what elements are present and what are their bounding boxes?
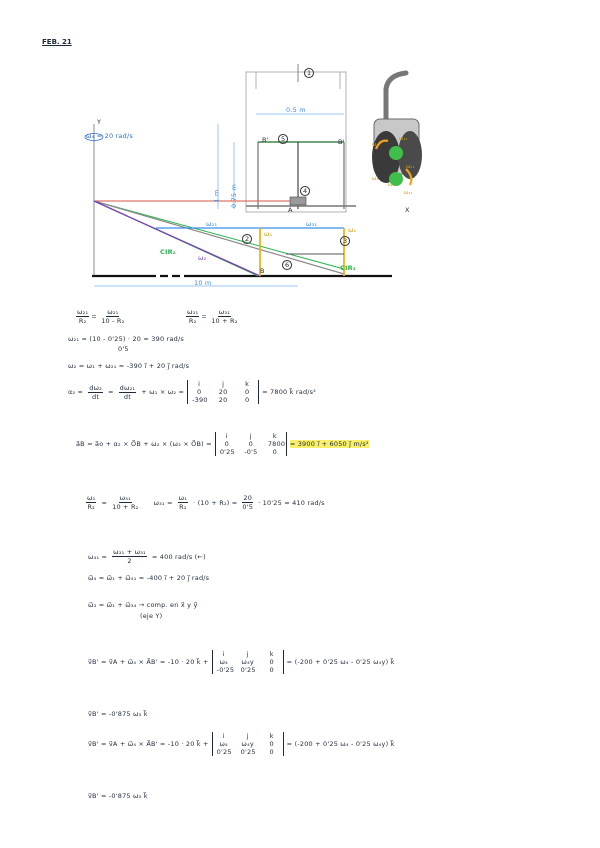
y-axis-label: Y — [97, 118, 102, 126]
wheel-label-1: ω₁ — [372, 142, 379, 148]
wheel-label-5: ω₁ — [388, 182, 395, 188]
w21-label: ω₂₁ — [206, 220, 218, 228]
matrix-3: i j k ω₄ ω₄y 0 -0'25 0'25 0 — [212, 650, 284, 674]
eq-line-3: ω₂ = ω₁ + ω₂₁ = -390 i⃗ + 20 j⃗ rad/s — [68, 362, 190, 370]
circle-3: 3 — [340, 236, 350, 246]
hub-green-top — [389, 146, 403, 160]
handle — [386, 73, 406, 124]
wheel-label-4: ω₄ — [372, 176, 379, 182]
eq-line-1: $\frac{\text{ω₂₁}}{\text{R₂}}$ = $\frac{\text{ω₂₁}}{\text{10 - R₂}}$ — [77, 308, 125, 325]
wheel-label-6: ω₃₁ — [404, 190, 413, 196]
mechanism-figure — [76, 64, 428, 294]
wheel-label-2: ω₃₁ — [399, 136, 408, 142]
eq-line-11: v⃗B' = -0'875 ω₃ k⃗ — [88, 710, 148, 718]
circle-2: 2 — [242, 234, 252, 244]
eq-line-13: v⃗B' = -0'875 ω₃ k⃗ — [88, 792, 148, 800]
page-title: FEB. 21 — [42, 38, 72, 46]
eq-line-2: ω₂₁ = (10 - 0'25) · 20 = 390 rad/s — [68, 335, 184, 343]
w31-label: ω₃₁ — [306, 220, 318, 228]
eq-line-6: $\frac{\text{ω₁}}{\text{R₂}}$ = $\frac{\text{ω₃₁}}{\text{10 + R₂}}$ ω₃₁ = $\frac{\text{ω₁}}{\text{R₂}}$ · (10 + R₂) = $\frac{20}{0'5}$ · 10'25 = 410 rad/s — [87, 494, 325, 511]
green-line-lower — [94, 201, 344, 269]
circle-4: 4 — [300, 186, 310, 196]
eq-line-8: ω⃗₄ = ω⃗₁ + ω⃗₄₁ = -400 i⃗ + 20 j⃗ rad/s — [88, 574, 210, 582]
w1-right-label: ω₁ — [348, 226, 357, 234]
eq-line-1b: $\frac{\text{ω₃₁}}{\text{R₂}}$ = $\frac{\text{ω₃₁}}{\text{10 + R₂}}$ — [187, 308, 238, 325]
w1-left-label: ω₁ — [264, 230, 273, 238]
point-b-label: B — [260, 267, 265, 275]
cir2-label: CIR₂ — [160, 248, 176, 256]
dim-top-label: 0.5 m — [286, 106, 306, 114]
eq-line-10: v⃗B' = v⃗A + ω⃗₄ × A⃗B' = -10 · 20 k⃗ + i j k ω₄ ω₄y 0 -0'25 0'25 0 = (-200 + 0'25 ω₄ - 0'25 ω₄y) k⃗ — [88, 650, 395, 674]
matrix-1: i j k 0 20 0 -390 20 0 — [187, 380, 259, 404]
eq-line-4: α₂ = $\frac{\text{dω₂}}{dt}$ = $\frac{\text{dω₂₁}}{dt}$ + ω₁ × ω₂ = i j k 0 20 0 -390 20 0 = 7800 k⃗ rad/s² — [68, 380, 317, 404]
point-a-label: A — [288, 206, 293, 214]
purple-line — [94, 201, 260, 276]
dim-left-2-label: 0.75 m — [230, 183, 239, 209]
dim-bottom-label: 10 m — [194, 279, 212, 287]
hub — [290, 197, 306, 205]
eq-line-5: a⃗B = a⃗o + α₂ × O⃗B + ω₂ × (ω₂ × O⃗B) = i j k 0 0 7800 0'25 -0'5 0 = 3900 i⃗ + 6050 j⃗ m/s² — [76, 432, 369, 456]
wheel-label-3: ω₂₁ — [406, 164, 415, 170]
matrix-4: i j k ω₄ ω₄y 0 0'25 0'25 0 — [212, 732, 284, 756]
matrix-2: i j k 0 0 7800 0'25 -0'5 0 — [215, 432, 287, 456]
x-axis-label: X — [405, 206, 410, 214]
point-bprime-right-label: B' — [338, 138, 345, 146]
circle-5: 5 — [278, 134, 288, 144]
omega-top-label: ω₄ = 20 rad/s — [86, 132, 133, 140]
eq-line-9: ω⃗₃ = ω⃗₁ + ω⃗₃₄ → comp. en x⃗ y y⃗ — [88, 601, 198, 609]
cir3-label: CIR₃ — [340, 264, 356, 272]
eq-line-9-sub: (eje Y) — [140, 612, 163, 620]
point-bprime-label: B' — [262, 136, 269, 144]
circle-6: 6 — [282, 260, 292, 270]
dim-left-1-label: 1 m — [212, 189, 221, 203]
eq-line-2-den: 0'5 — [118, 345, 129, 353]
eq-line-7: ω₄₁ = $\frac{\text{ω₂₁ + ω₃₁}}{2}$ = 400 rad/s (←) — [88, 548, 206, 565]
w2-mark-label: ω₂ — [198, 254, 207, 262]
eq-line-12: v⃗B' = v⃗A + ω⃗₄ × A⃗B' = -10 · 20 k⃗ + i j k ω₄ ω₄y 0 0'25 0'25 0 = (-200 + 0'25 ω₄ - 0'25 ω₄y) k⃗ — [88, 732, 395, 756]
circle-1: 1 — [304, 68, 314, 78]
